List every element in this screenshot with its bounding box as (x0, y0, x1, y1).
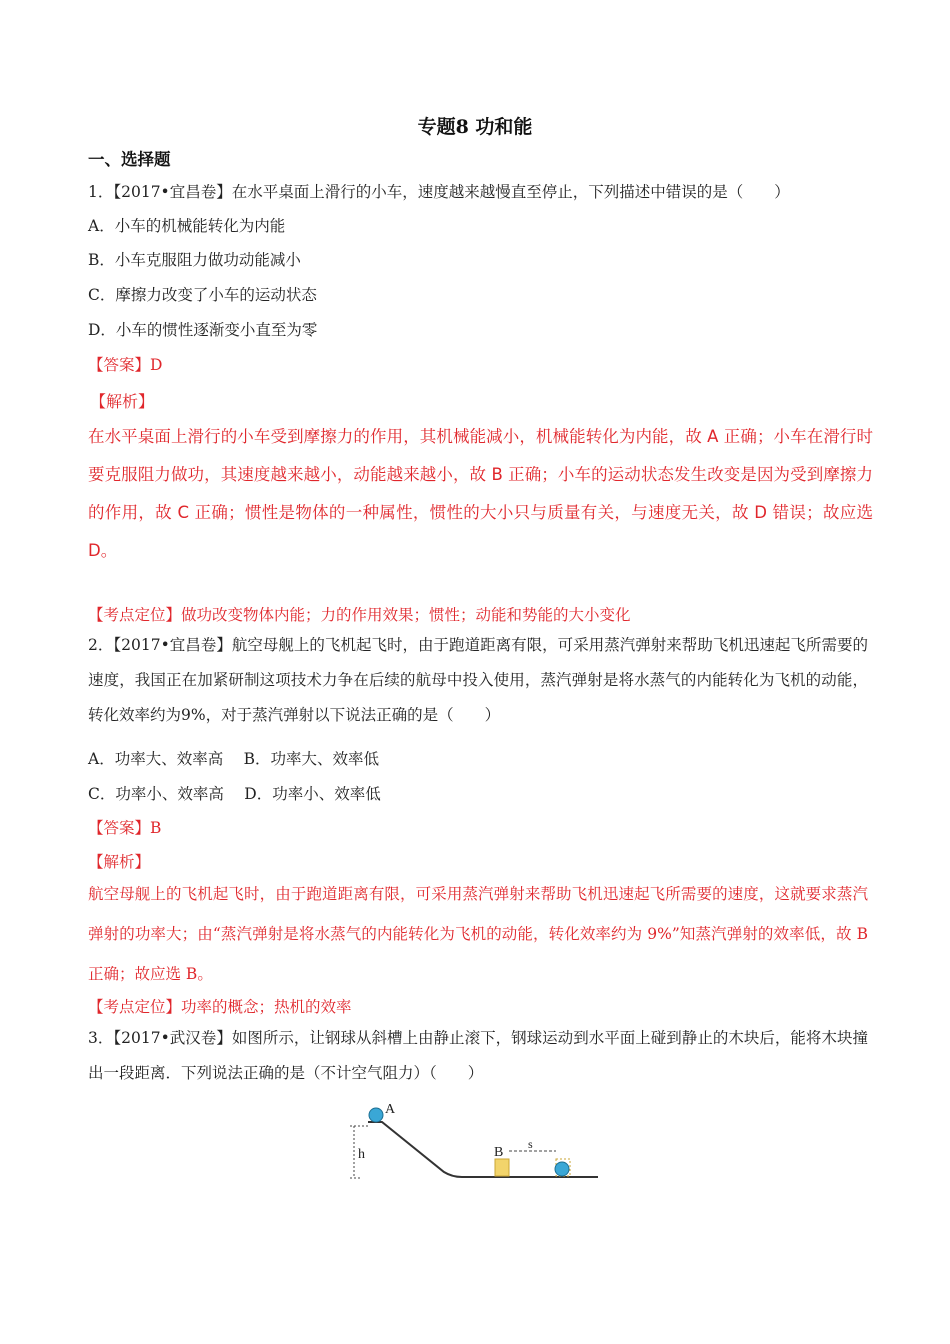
q2-options-row1: A．功率大、效率高 B．功率大、效率低 (88, 750, 380, 768)
q1-analysis-tag: 【解析】 (90, 392, 155, 411)
q1-option-d: D．小车的惯性逐渐变小直至为零 (88, 321, 318, 339)
label-b: B (494, 1145, 504, 1160)
answer-value: D (150, 356, 163, 374)
label-s: s (528, 1137, 533, 1151)
answer-tag: 【答案】 (88, 356, 151, 374)
label-a: A (385, 1102, 396, 1117)
q1-option-a: A．小车的机械能转化为内能 (88, 217, 286, 235)
q2-stem: 2．【2017•宜昌卷】航空母舰上的飞机起飞时，由于跑道距离有限，可采用蒸汽弹射来帮助飞机迅速起飞所需要的速度，我国正在加紧研制这项技术力争在后续的航母中投入使用，蒸汽弹射是将水蒸气的内能转化为飞机的动能，转化效率约为9%，对于蒸汽弹射以下说法正确的是（ ） (88, 636, 868, 724)
section-heading: 一、选择题 (88, 150, 171, 169)
q2-answer: 【答案】B (88, 819, 162, 837)
q1-answer (88, 353, 162, 375)
q1-analysis: 在水平桌面上滑行的小车受到摩擦力的作用，其机械能减小，机械能转化为内能，故 A 正确；小车在滑行时要克服阻力做功，其速度越来越小，动能越来越小，故 B 正确；小车的运动状态发生改变是因为受到摩擦力的作用，故 C 正确；惯性是物体的一种属性，惯性的大小只与质量有关，与速度无关，故 D 错误；故应选 D。 (88, 427, 873, 560)
q2-options-row2: C．功率小、效率高 D．功率小、效率低 (88, 785, 381, 803)
q1-option-b: B．小车克服阻力做功动能减小 (88, 251, 301, 269)
q1-stem: 1．【2017•宜昌卷】在水平桌面上滑行的小车，速度越来越慢直至停止，下列描述中错误的是（ ） (88, 183, 790, 201)
q3-stem: 3．【2017•武汉卷】如图所示，让钢球从斜槽上由静止滚下，钢球运动到水平面上碰到静止的木块后，能将木块撞出一段距离．下列说法正确的是（不计空气阻力）（ ） (88, 1029, 868, 1082)
q2-analysis-tag: 【解析】 (88, 853, 151, 871)
q2-point: 【考点定位】功率的概念；热机的效率 (88, 998, 352, 1016)
q1-option-c: C．摩擦力改变了小车的运动状态 (88, 286, 317, 304)
q2-analysis: 航空母舰上的飞机起飞时，由于跑道距离有限，可采用蒸汽弹射来帮助飞机迅速起飞所需要的速度，这就要求蒸汽弹射的功率大；由“蒸汽弹射是将水蒸气的内能转化为飞机的动能，转化效率约为 9%”知蒸汽弹射的效率低，故 B 正确；故应选 B。 (88, 885, 868, 983)
ball-a (369, 1108, 383, 1122)
label-h: h (358, 1147, 365, 1162)
q1-point: 【考点定位】做功改变物体内能；力的作用效果；惯性；动能和势能的大小变化 (88, 606, 631, 624)
page-title: 专题8 功和能 (417, 116, 533, 138)
block-b (495, 1159, 509, 1176)
ramp-diagram (348, 1096, 608, 1186)
ramp-figure (348, 1096, 608, 1190)
ball-bottom (555, 1162, 569, 1176)
